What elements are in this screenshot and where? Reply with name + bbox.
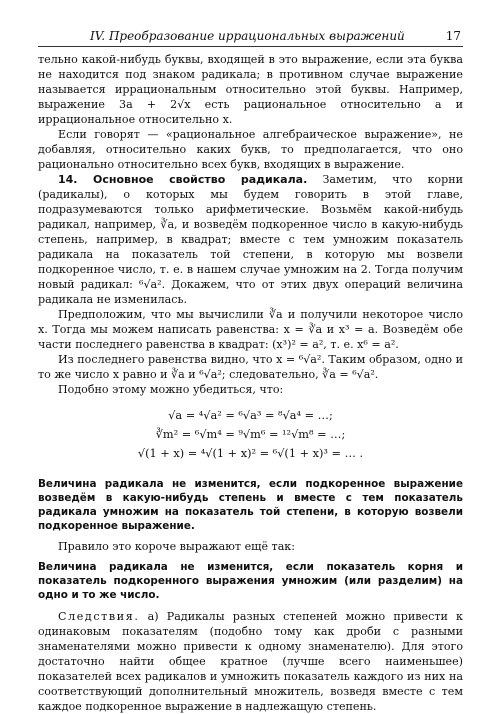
book-page (38, 28, 463, 714)
paragraph-1: тельно какой-нибудь буквы, входящей в это выражение, если эта буква не находится под знаком радикала; в противном случае выражение называется иррациональным относительно этой буквы. Например, выражение 3a + 2√x есть рациональное относительно a и иррациональное относительно x. (38, 53, 463, 126)
paragraph-6: Подобно этому можно убедиться, что: (58, 383, 284, 396)
paragraph-4: Предположим, что мы вычислили ∛a и получили некоторое число x. Тогда мы можем написать равенства: x = ∛a и x³ = a. Возведём обе части последнего равенства в квадрат: (x³)² = a², т. е. x⁶ = a². (38, 308, 463, 351)
formula-line: √(1 + x) = ⁴√(1 + x)² = ⁶√(1 + x)³ = … . (137, 447, 364, 460)
running-header (38, 28, 463, 47)
rule-statement-1: Величина радикала не изменится, если подкоренное выражение возведём в какую-нибудь степень и вместе с тем показатель радикала умножим на показатель той степени, в которую возвели подкоренное выражение. (38, 478, 463, 532)
paragraph-3: Заметим, что корни (радикалы), о которых мы будем говорить в этой главе, подразумеваются только арифметические. Возьмём какой-нибудь радикал, например, ∛a, и возведём подкоренное число в какую-нибудь степень, например, в квадрат; вместе с тем умножим показатель радикала на показатель той степени, в которую мы возвели подкоренное число, т. е. в нашем случае умножим на 2. Тогда получим новый радикал: ⁶√a². Докажем, что от этих двух операций величина радикала не изменилась. (38, 173, 463, 306)
section-title: 14. Основное свойство радикала. (58, 173, 308, 186)
corollary-text: а) Радикалы разных степеней можно привести к одинаковым показателям (подобно тому как дроби с разными знаменателями можно привести к одному знаменателю). Для этого достаточно найти общее кратное (лучше всего наименьшее) показателей всех радикалов и умножить показатель каждого из них на соответствующий дополнительный множитель, возведя вместе с тем каждое подкоренное выражение в надлежащую степень. (38, 610, 463, 713)
section-14 (38, 172, 463, 307)
formula-block (38, 406, 463, 463)
paragraph-5: Из последнего равенства видно, что x = ⁶√a². Таким образом, одно и то же число x равно и ∛a и ⁶√a²; следовательно, ∛a = ⁶√a². (38, 353, 463, 381)
paragraph-7: Правило это короче выражают ещё так: (58, 540, 295, 553)
page-number: 17 (445, 29, 461, 43)
formula-line: ∛m² = ⁶√m⁴ = ⁹√m⁶ = ¹²√m⁸ = …; (155, 428, 346, 441)
formula-line: √a = ⁴√a² = ⁶√a³ = ⁸√a⁴ = …; (168, 409, 333, 422)
corollary-label: Следствия. (58, 610, 140, 623)
paragraph-2: Если говорят — «рациональное алгебраическое выражение», не добавляя, относительно каких букв, то предполагается, что оно рационально относительно всех букв, входящих в выражение. (38, 128, 463, 171)
chapter-title: IV. Преобразование иррациональных выражений (90, 29, 405, 43)
page-body (38, 52, 463, 714)
corollary-paragraph (38, 609, 463, 714)
rule-statement-2: Величина радикала не изменится, если показатель корня и показатель подкоренного выражения умножим (или разделим) на одно и то же число. (38, 561, 463, 601)
